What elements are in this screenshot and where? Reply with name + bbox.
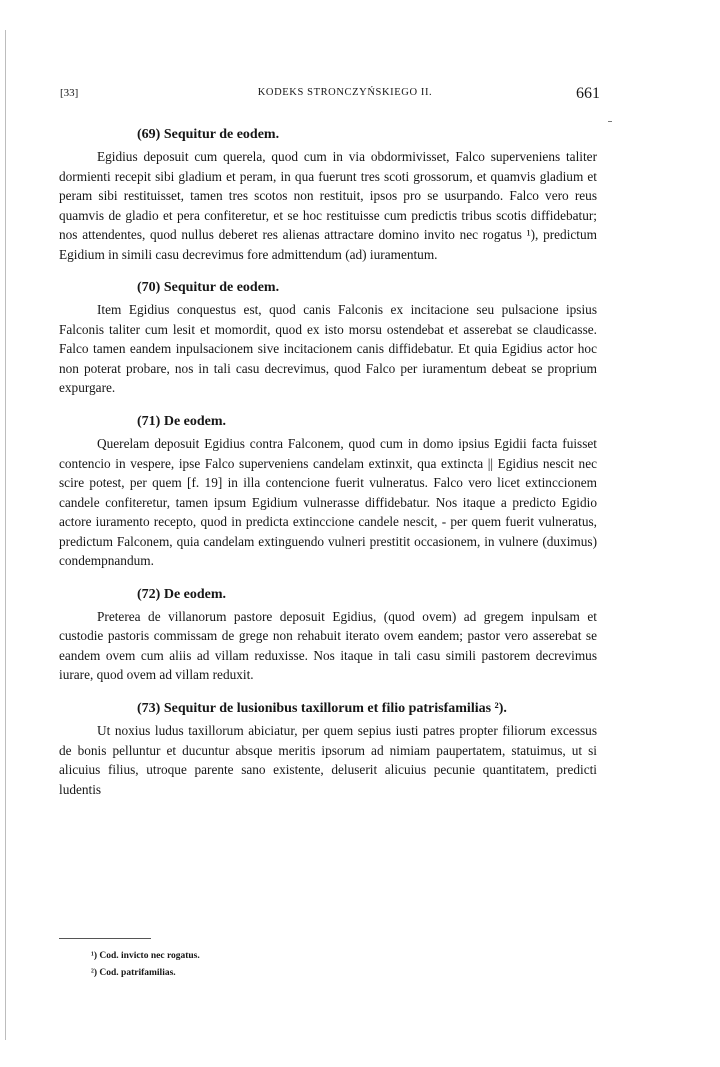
section-69-paragraph: Egidius deposuit cum querela, quod cum in via obdormivisset, Falco superveniens taliter dormienti recepit sibi gladium et peram, in qua fuerunt tres scoti grossorum, et quamvis gladium et peram sibi restituisset, tamen tres scotos non restituit, ipsos pro se usurpando. Falco vero reus quamvis de gladio et pera confiteretur, et se hoc restituisse cum predictis tribus scotis diffidebatur; nos attendentes, quod nullus deberet res alienas attractare domino invito nec rogatus ¹), predictum Egidium in simili casu decrevimus fore admittendum (ad) iuramentum.	[59, 149, 597, 262]
footnote-rule	[59, 938, 151, 939]
section-71-paragraph: Querelam deposuit Egidius contra Falconem, quod cum in domo ipsius Egidii facta fuisset contencio in vespere, ipse Falco superveniens candelam extinxit, qua extincta || Egidius nescit nec scire potest, per quem [f. 19] in illa contencione fuerit vulneratus. Falco vero licet extinccionem candele confiteretur, tamen ipsum Egidium vulnerasse diffidebatur. Nos itaque a predicto Egidio actore iuramento recepto, quod in predicta extinccione candele nescit, - per quem fuerit vulneratus, predictum Falconem, quia candelam extinguendo vulneri prestitit occasionem, in vulnere (duximus) condempnandum.	[59, 436, 597, 569]
section-72-paragraph: Preterea de villanorum pastore deposuit Egidius, (quod ovem) ad gregem inpulsam et custodie pastoris commissam de grege non rehabuit iterato ovem eandem; pastor vero asserebat se eandem ovem cum aliis ad villam reduxisse. Nos itaque in tali casu simili pastorem decrevimus iurare, quod ovem ad villam reduxit.	[59, 608, 597, 683]
section-title: Sequitur de eodem.	[163, 280, 280, 296]
section-number: (70)	[137, 280, 161, 296]
section-heading-71	[59, 410, 597, 434]
section-title: Sequitur de eodem.	[163, 127, 280, 142]
sheet-signature: [33]	[60, 87, 79, 99]
section-title: De eodem.	[163, 414, 227, 430]
section-title: Sequitur de lusionibus taxillorum et filio patrisfamilias ²).	[163, 701, 507, 717]
section-heading-73	[59, 697, 597, 721]
margin-mark	[608, 121, 612, 122]
section-number: (71)	[137, 414, 161, 430]
scan-edge-line	[5, 30, 6, 1040]
section-number: (69)	[137, 127, 161, 142]
section-number: (73)	[137, 701, 161, 717]
running-title: KODEKS STRONCZYŃSKIEGO II.	[257, 87, 433, 98]
running-head	[60, 87, 600, 109]
section-heading-69	[59, 123, 597, 147]
footnote-2: ²) Cod. patrifamilias.	[91, 968, 176, 978]
section-70-paragraph: Item Egidius conquestus est, quod canis Falconis ex incitacione seu pulsacione ipsius Falconis taliter cum lesit et momordit, quod ex isto morsu ostendebat et asserebat se claudicasse. Falco tamen eandem inpulsacionem sive incitacionem canis diffidebatur. Et quia Egidius actor hoc non poterat probare, nos in tali casu decrevimus, quod Falco per iuramentum debeat se proprium expurgare.	[59, 302, 597, 396]
section-73-paragraph: Ut noxius ludus taxillorum abiciatur, per quem sepius iusti patres propter filiorum excessus de bonis pelluntur et ducuntur absque meritis ipsorum ad nimiam paupertatem, statuimus, ut si alicuius filius, utroque parente sano existente, deluserit alicuius pecunie quantitatem, predicti ludentis	[59, 723, 597, 797]
footnotes	[59, 938, 597, 982]
section-title: De eodem.	[163, 586, 227, 602]
footnote-1: ¹) Cod. invicto nec rogatus.	[91, 951, 200, 961]
section-heading-72	[59, 583, 597, 607]
page-number: 661	[576, 85, 600, 102]
section-heading-70	[59, 276, 597, 300]
section-number: (72)	[137, 586, 161, 602]
main-text	[59, 123, 597, 799]
